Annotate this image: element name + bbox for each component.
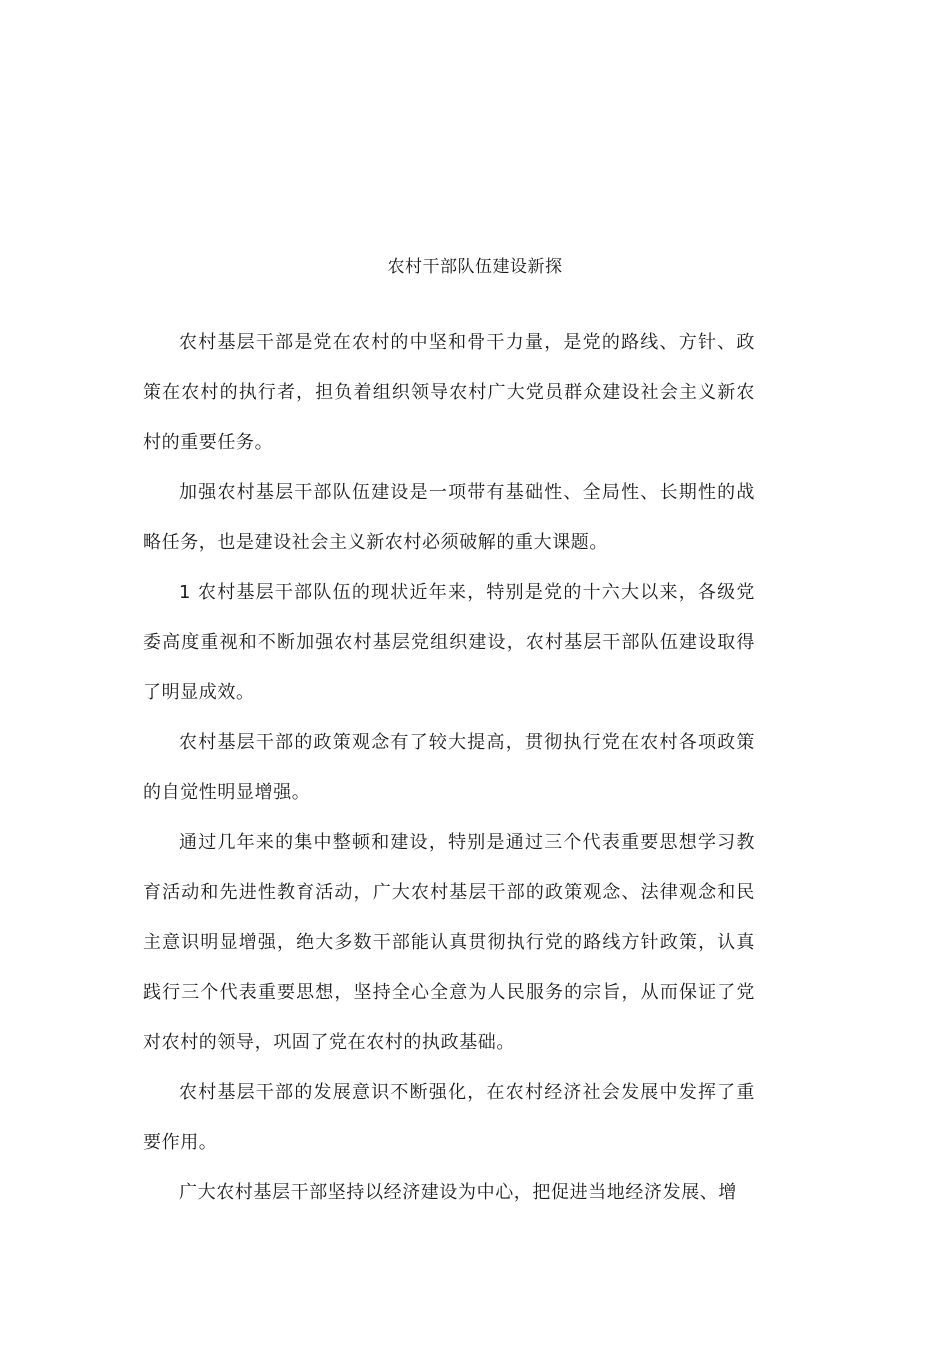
paragraph-4: 农村基层干部的政策观念有了较大提高，贯彻执行党在农村各项政策的自觉性明显增强。 [143,732,755,803]
document-title: 农村干部队伍建设新探 [387,257,563,277]
paragraph-6: 农村基层干部的发展意识不断强化，在农村经济社会发展中发挥了重要作用。 [143,1082,755,1153]
paragraph-2: 加强农村基层干部队伍建设是一项带有基础性、全局性、长期性的战略任务，也是建设社会主义新农村必须破解的重大课题。 [143,482,755,553]
paragraph-1: 农村基层干部是党在农村的中坚和骨干力量，是党的路线、方针、政策在农村的执行者，担负着组织领导农村广大党员群众建设社会主义新农村的重要任务。 [143,332,755,453]
paragraph-5: 通过几年来的集中整顿和建设，特别是通过三个代表重要思想学习教育活动和先进性教育活动，广大农村基层干部的政策观念、法律观念和民主意识明显增强，绝大多数干部能认真贯彻执行党的路线方针政策，认真践行三个代表重要思想，坚持全心全意为人民服务的宗旨，从而保证了党对农村的领导，巩固了党在农村的执政基础。 [143,832,755,1053]
paragraph-7: 广大农村基层干部坚持以经济建设为中心，把促进当地经济发展、增 [179,1182,737,1203]
paragraph-3: 1 农村基层干部队伍的现状近年来，特别是党的十六大以来，各级党委高度重视和不断加强农村基层党组织建设，农村基层干部队伍建设取得了明显成效。 [143,582,755,703]
document-body [143,318,755,1218]
